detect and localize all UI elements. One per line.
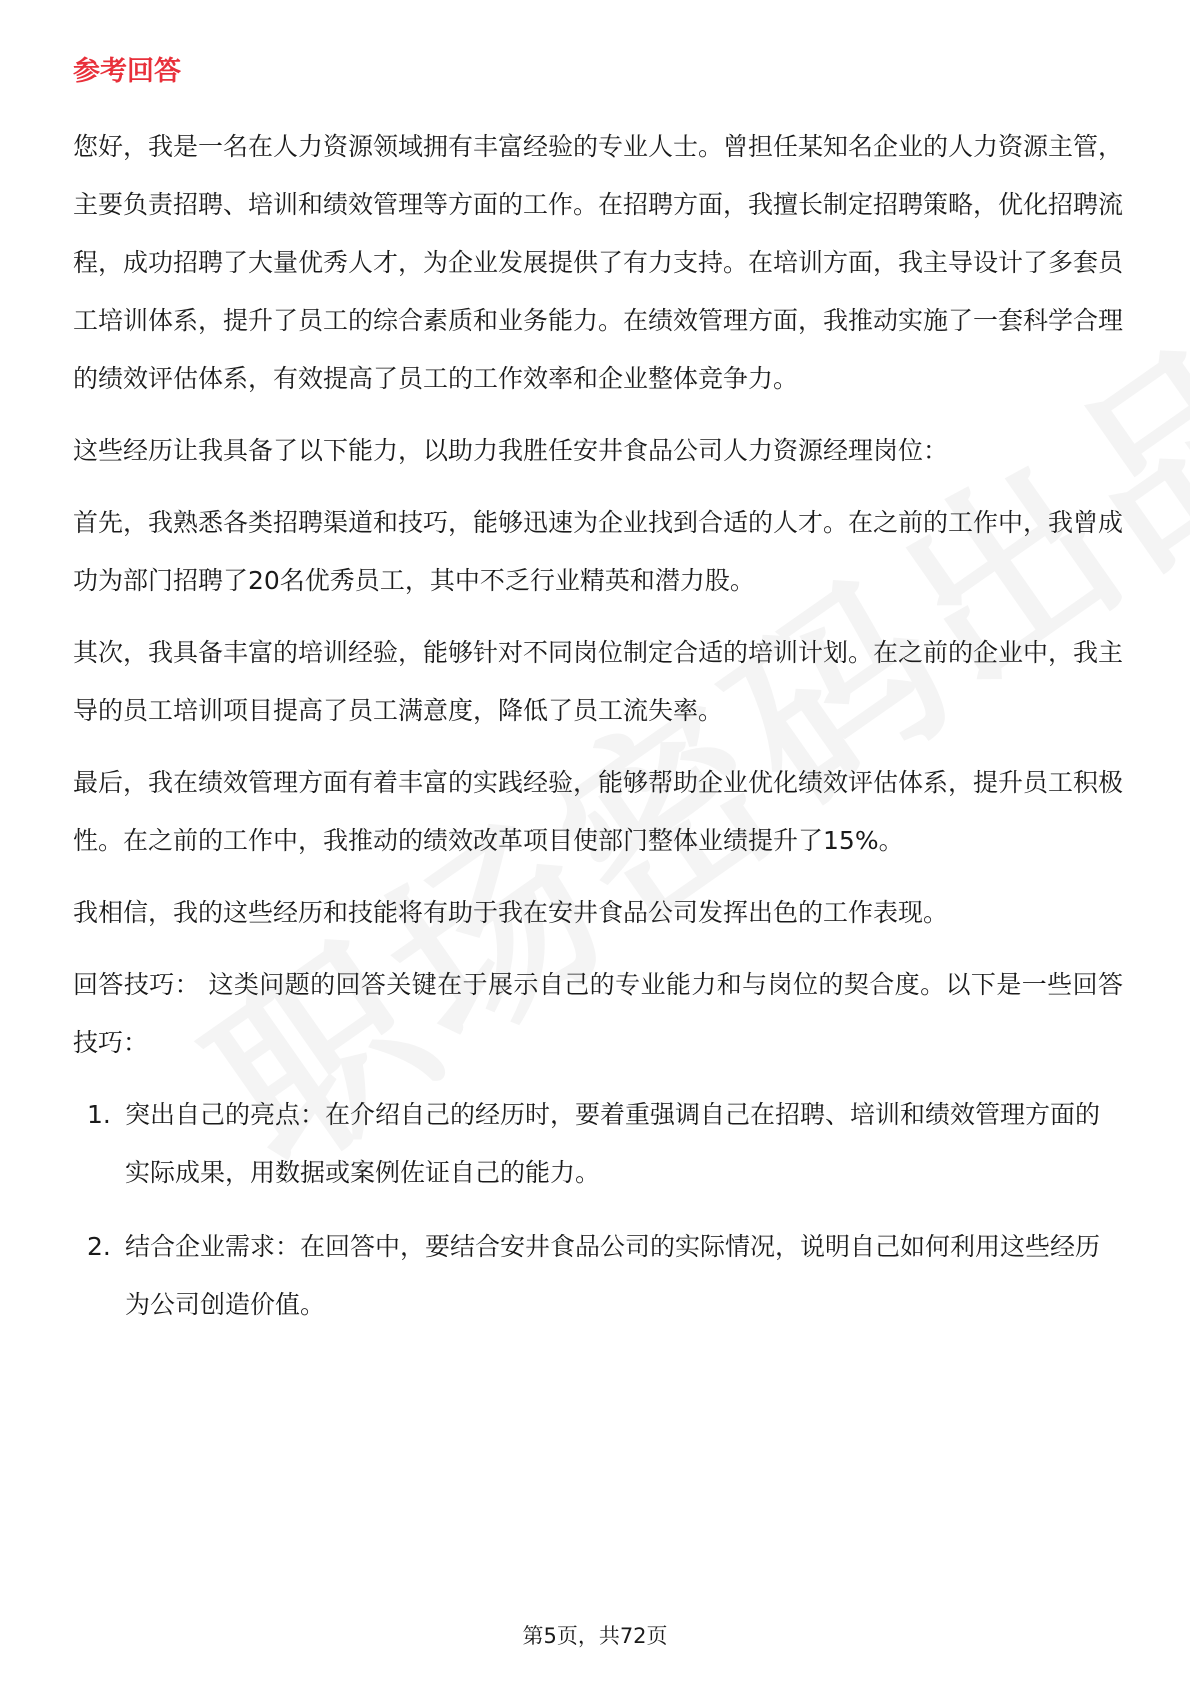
paragraph-conclusion: 我相信，我的这些经历和技能将有助于我在安井食品公司发挥出色的工作表现。: [73, 898, 949, 927]
paragraph-intro: 您好，我是一名在人力资源领域拥有丰富经验的专业人士。曾担任某知名企业的人力资源主管，主要负责招聘、培训和绩效管理等方面的工作。在招聘方面，我擅长制定招聘策略，优化招聘流程，成功招聘了大量优秀人才，为企业发展提供了有力支持。在培训方面，我主导设计了多套员工培训体系，提升了员工的综合素质和业务能力。在绩效管理方面，我推动实施了一套科学合理的绩效评估体系，有效提高了员工的工作效率和企业整体竞争力。: [73, 132, 1124, 393]
list-item-number: 1.: [87, 1100, 111, 1129]
paragraph-abilities-lead: 这些经历让我具备了以下能力，以助力我胜任安井食品公司人力资源经理岗位：: [73, 436, 949, 465]
paragraph-tips-lead: 回答技巧： 这类问题的回答关键在于展示自己的专业能力和与岗位的契合度。以下是一些回答技巧：: [73, 970, 1123, 1057]
section-title: 参考回答: [73, 56, 181, 87]
list-item: [73, 1086, 1123, 1202]
paragraph-first: 首先，我熟悉各类招聘渠道和技巧，能够迅速为企业找到合适的人才。在之前的工作中，我曾成功为部门招聘了20名优秀员工，其中不乏行业精英和潜力股。: [73, 508, 1124, 595]
tips-list: [73, 1086, 1123, 1334]
list-item-text: 突出自己的亮点：在介绍自己的经历时，要着重强调自己在招聘、培训和绩效管理方面的实际成果，用数据或案例佐证自己的能力。: [125, 1100, 1101, 1187]
list-item: [73, 1218, 1123, 1334]
list-item-number: 2.: [87, 1232, 111, 1261]
page-footer: 第5页，共72页: [522, 1624, 668, 1648]
paragraph-second: 其次，我具备丰富的培训经验，能够针对不同岗位制定合适的培训计划。在之前的企业中，我主导的员工培训项目提高了员工满意度，降低了员工流失率。: [73, 638, 1124, 725]
list-item-text: 结合企业需求：在回答中，要结合安井食品公司的实际情况，说明自己如何利用这些经历为公司创造价值。: [125, 1232, 1101, 1319]
document-content: [73, 48, 1123, 1350]
paragraph-last: 最后，我在绩效管理方面有着丰富的实践经验，能够帮助企业优化绩效评估体系，提升员工积极性。在之前的工作中，我推动的绩效改革项目使部门整体业绩提升了15%。: [73, 768, 1124, 855]
